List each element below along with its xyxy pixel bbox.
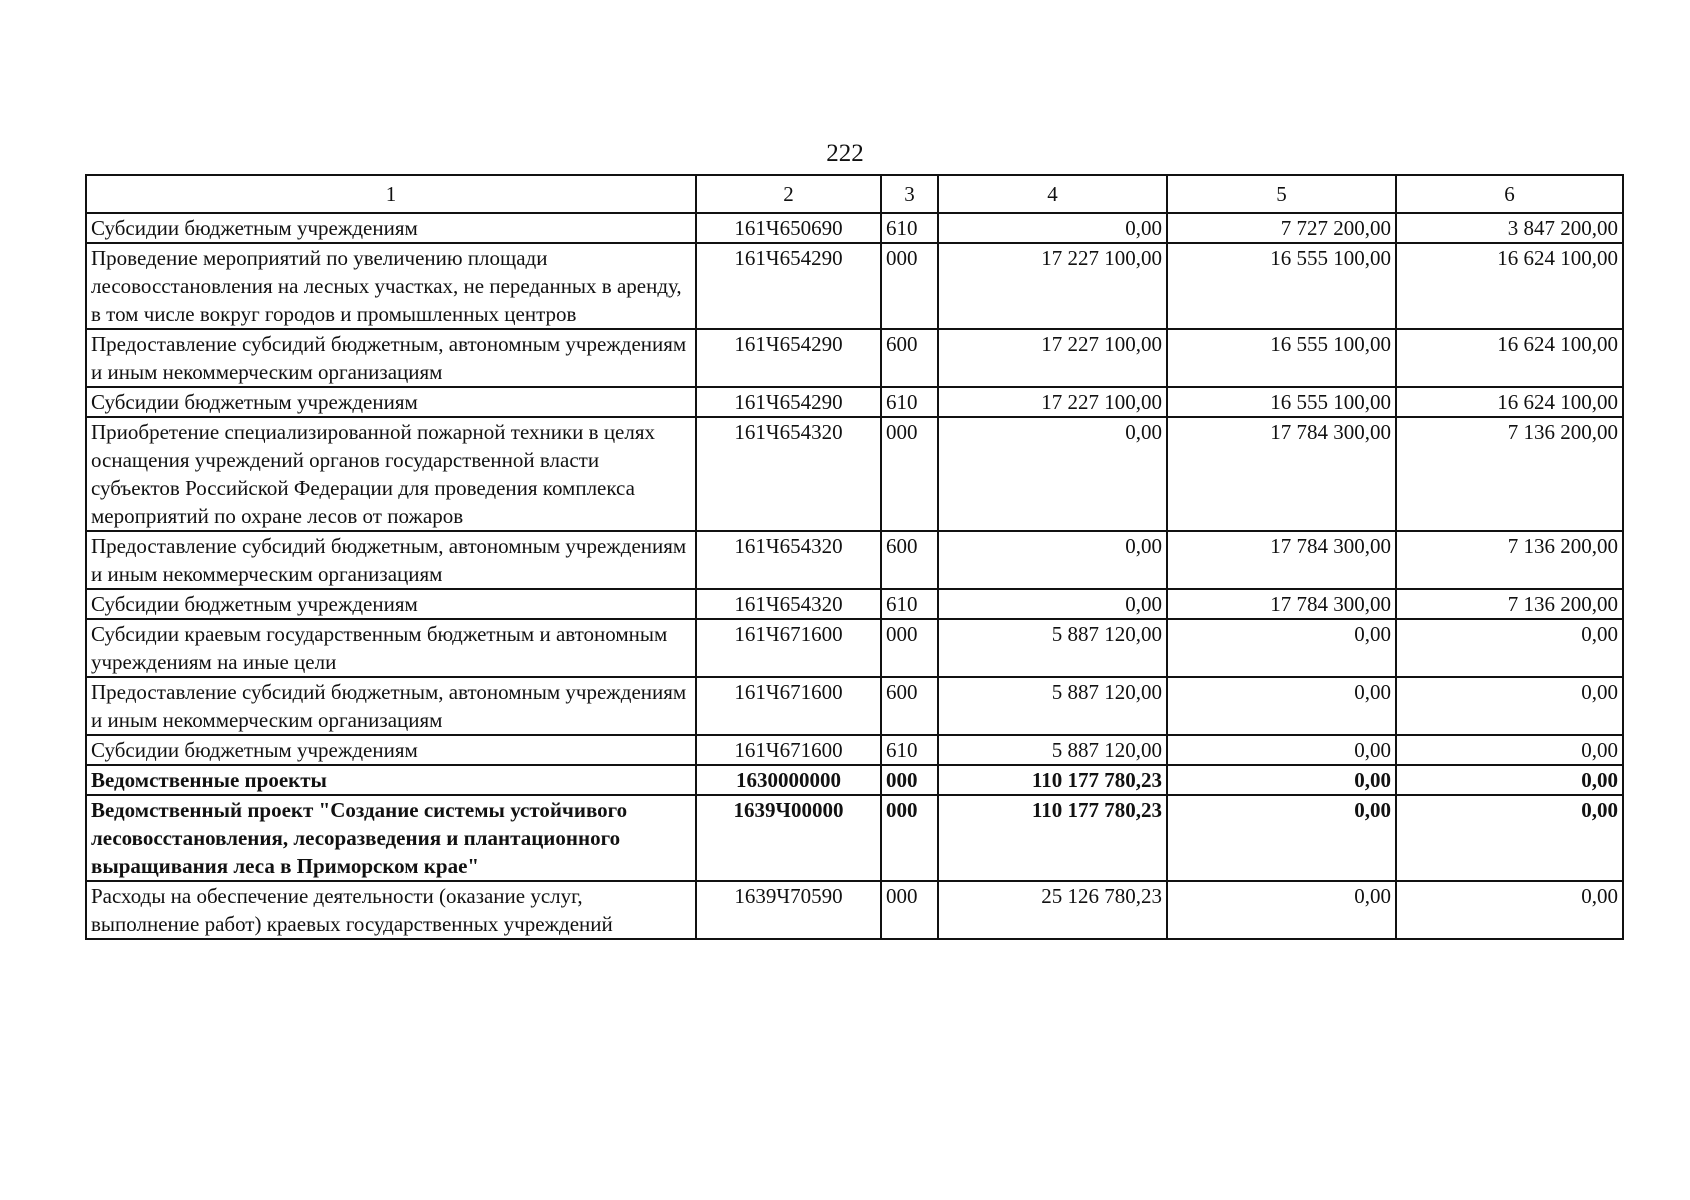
row-value-5: 0,00 — [1167, 795, 1396, 881]
row-name: Ведомственные проекты — [86, 765, 696, 795]
row-code: 161Ч650690 — [696, 213, 881, 243]
row-code: 161Ч654290 — [696, 387, 881, 417]
row-name: Предоставление субсидий бюджетным, автономным учреждениям и иным некоммерческим организациям — [86, 677, 696, 735]
row-type: 000 — [881, 881, 938, 939]
row-name: Субсидии бюджетным учреждениям — [86, 213, 696, 243]
row-value-4: 110 177 780,23 — [938, 795, 1167, 881]
table-row — [86, 213, 1623, 243]
row-value-5: 0,00 — [1167, 619, 1396, 677]
table-row — [86, 329, 1623, 387]
column-header-6: 6 — [1396, 175, 1623, 213]
row-value-6: 7 136 200,00 — [1396, 589, 1623, 619]
row-value-5: 16 555 100,00 — [1167, 243, 1396, 329]
row-value-5: 16 555 100,00 — [1167, 387, 1396, 417]
row-value-4: 110 177 780,23 — [938, 765, 1167, 795]
row-value-4: 0,00 — [938, 417, 1167, 531]
header-row — [86, 175, 1623, 213]
row-value-6: 0,00 — [1396, 619, 1623, 677]
row-type: 600 — [881, 329, 938, 387]
row-value-6: 3 847 200,00 — [1396, 213, 1623, 243]
row-value-4: 5 887 120,00 — [938, 677, 1167, 735]
row-value-5: 0,00 — [1167, 765, 1396, 795]
table-row — [86, 531, 1623, 589]
row-value-4: 5 887 120,00 — [938, 619, 1167, 677]
table-row — [86, 619, 1623, 677]
row-name: Ведомственный проект "Создание системы устойчивого лесовосстановления, лесоразведения и плантационного выращивания леса в Приморском крае" — [86, 795, 696, 881]
row-value-4: 5 887 120,00 — [938, 735, 1167, 765]
row-value-5: 0,00 — [1167, 881, 1396, 939]
row-name: Субсидии краевым государственным бюджетным и автономным учреждениям на иные цели — [86, 619, 696, 677]
row-value-4: 17 227 100,00 — [938, 387, 1167, 417]
row-type: 000 — [881, 243, 938, 329]
row-value-4: 0,00 — [938, 213, 1167, 243]
row-code: 1639Ч00000 — [696, 795, 881, 881]
row-value-5: 7 727 200,00 — [1167, 213, 1396, 243]
row-code: 161Ч654320 — [696, 589, 881, 619]
table-row — [86, 243, 1623, 329]
row-name: Предоставление субсидий бюджетным, автономным учреждениям и иным некоммерческим организациям — [86, 329, 696, 387]
column-header-4: 4 — [938, 175, 1167, 213]
column-header-3: 3 — [881, 175, 938, 213]
page-number: 222 — [826, 140, 864, 167]
row-value-5: 16 555 100,00 — [1167, 329, 1396, 387]
row-code: 1630000000 — [696, 765, 881, 795]
row-code: 161Ч671600 — [696, 619, 881, 677]
row-value-4: 25 126 780,23 — [938, 881, 1167, 939]
row-value-4: 17 227 100,00 — [938, 329, 1167, 387]
row-name: Субсидии бюджетным учреждениям — [86, 735, 696, 765]
row-value-6: 0,00 — [1396, 735, 1623, 765]
row-name: Расходы на обеспечение деятельности (оказание услуг, выполнение работ) краевых государственных учреждений — [86, 881, 696, 939]
row-type: 610 — [881, 735, 938, 765]
row-value-6: 0,00 — [1396, 795, 1623, 881]
row-value-6: 7 136 200,00 — [1396, 417, 1623, 531]
row-code: 161Ч654320 — [696, 417, 881, 531]
row-type: 610 — [881, 387, 938, 417]
table-row — [86, 677, 1623, 735]
row-value-4: 17 227 100,00 — [938, 243, 1167, 329]
row-value-4: 0,00 — [938, 531, 1167, 589]
table-row — [86, 795, 1623, 881]
row-value-5: 0,00 — [1167, 677, 1396, 735]
row-value-4: 0,00 — [938, 589, 1167, 619]
row-value-5: 17 784 300,00 — [1167, 417, 1396, 531]
budget-table — [85, 174, 1624, 940]
table-row — [86, 765, 1623, 795]
row-value-6: 0,00 — [1396, 765, 1623, 795]
row-type: 000 — [881, 619, 938, 677]
row-value-5: 17 784 300,00 — [1167, 589, 1396, 619]
row-type: 600 — [881, 531, 938, 589]
row-name: Субсидии бюджетным учреждениям — [86, 387, 696, 417]
row-type: 000 — [881, 765, 938, 795]
table-row — [86, 881, 1623, 939]
row-value-6: 0,00 — [1396, 881, 1623, 939]
column-header-5: 5 — [1167, 175, 1396, 213]
row-code: 161Ч654290 — [696, 243, 881, 329]
row-value-5: 17 784 300,00 — [1167, 531, 1396, 589]
table-row — [86, 735, 1623, 765]
row-type: 000 — [881, 417, 938, 531]
table-row — [86, 589, 1623, 619]
column-header-1: 1 — [86, 175, 696, 213]
row-value-5: 0,00 — [1167, 735, 1396, 765]
column-header-2: 2 — [696, 175, 881, 213]
row-code: 161Ч654290 — [696, 329, 881, 387]
row-name: Приобретение специализированной пожарной техники в целях оснащения учреждений органов государственной власти субъектов Российской Федерации для проведения комплекса мероприятий по охране лесов от пожаров — [86, 417, 696, 531]
row-value-6: 7 136 200,00 — [1396, 531, 1623, 589]
row-code: 161Ч654320 — [696, 531, 881, 589]
row-code: 161Ч671600 — [696, 735, 881, 765]
row-code: 161Ч671600 — [696, 677, 881, 735]
row-value-6: 16 624 100,00 — [1396, 387, 1623, 417]
row-name: Субсидии бюджетным учреждениям — [86, 589, 696, 619]
row-type: 600 — [881, 677, 938, 735]
table-row — [86, 417, 1623, 531]
row-value-6: 16 624 100,00 — [1396, 329, 1623, 387]
row-type: 610 — [881, 589, 938, 619]
row-name: Предоставление субсидий бюджетным, автономным учреждениям и иным некоммерческим организациям — [86, 531, 696, 589]
row-code: 1639Ч70590 — [696, 881, 881, 939]
row-type: 000 — [881, 795, 938, 881]
row-type: 610 — [881, 213, 938, 243]
row-value-6: 0,00 — [1396, 677, 1623, 735]
table-row — [86, 387, 1623, 417]
row-value-6: 16 624 100,00 — [1396, 243, 1623, 329]
row-name: Проведение мероприятий по увеличению площади лесовосстановления на лесных участках, не переданных в аренду, в том числе вокруг городов и промышленных центров — [86, 243, 696, 329]
